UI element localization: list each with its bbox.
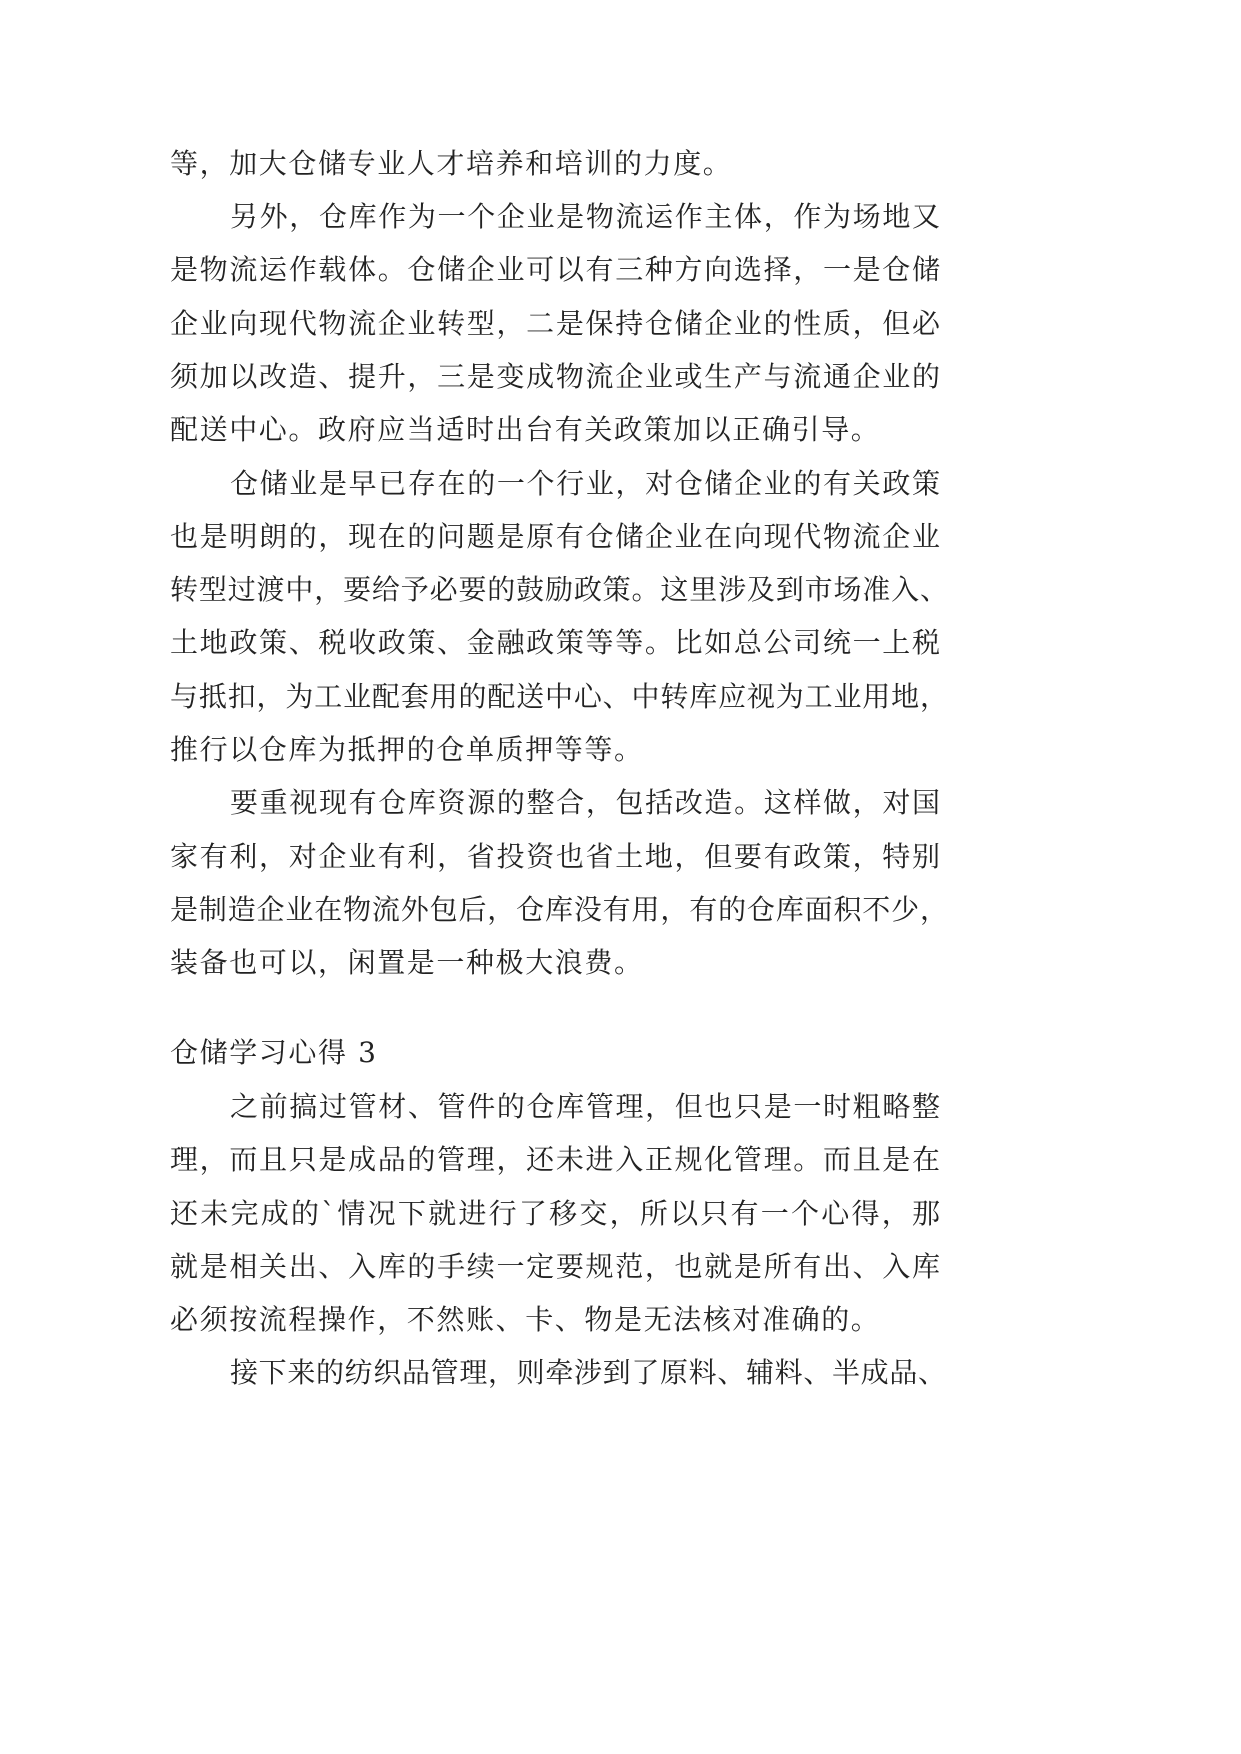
paragraph-line: 家有利，对企业有利，省投资也省土地，但要有政策，特别 — [170, 840, 940, 873]
paragraph-line: 与抵扣，为工业配套用的配送中心、中转库应视为工业用地， — [170, 680, 948, 713]
paragraph-line: 理，而且只是成品的管理，还未进入正规化管理。而且是在 — [170, 1143, 940, 1176]
paragraph-line: 还未完成的`情况下就进行了移交，所以只有一个心得，那 — [170, 1197, 940, 1230]
paragraph-line: 必须按流程操作，不然账、卡、物是无法核对准确的。 — [170, 1303, 881, 1336]
paragraph-line: 推行以仓库为抵押的仓单质押等等。 — [170, 733, 644, 766]
paragraph-line: 另外，仓库作为一个企业是物流运作主体，作为场地又 — [230, 200, 940, 233]
paragraph-line: 接下来的纺织品管理，则牵涉到了原料、辅料、半成品、 — [230, 1356, 946, 1389]
paragraph-line: 是物流运作载体。仓储企业可以有三种方向选择，一是仓储 — [170, 253, 940, 286]
paragraph-line: 之前搞过管材、管件的仓库管理，但也只是一时粗略整 — [230, 1090, 940, 1123]
paragraph-line: 转型过渡中，要给予必要的鼓励政策。这里涉及到市场准入、 — [170, 573, 948, 606]
paragraph-line: 仓储业是早已存在的一个行业，对仓储企业的有关政策 — [230, 467, 940, 500]
paragraph-line: 土地政策、税收政策、金融政策等等。比如总公司统一上税 — [170, 626, 940, 659]
paragraph-line: 企业向现代物流企业转型，二是保持仓储企业的性质，但必 — [170, 307, 940, 340]
paragraph-line: 就是相关出、入库的手续一定要规范，也就是所有出、入库 — [170, 1250, 940, 1283]
paragraph-line: 要重视现有仓库资源的整合，包括改造。这样做，对国 — [230, 786, 940, 819]
section-heading: 仓储学习心得 3 — [170, 1036, 378, 1069]
paragraph-line: 等，加大仓储专业人才培养和培训的力度。 — [170, 147, 733, 180]
paragraph-line: 是制造企业在物流外包后，仓库没有用，有的仓库面积不少， — [170, 893, 948, 926]
paragraph-line: 也是明朗的，现在的问题是原有仓储企业在向现代物流企业 — [170, 520, 940, 553]
paragraph-line: 装备也可以，闲置是一种极大浪费。 — [170, 946, 644, 979]
paragraph-line: 须加以改造、提升，三是变成物流企业或生产与流通企业的 — [170, 360, 940, 393]
paragraph-line: 配送中心。政府应当适时出台有关政策加以正确引导。 — [170, 413, 881, 446]
